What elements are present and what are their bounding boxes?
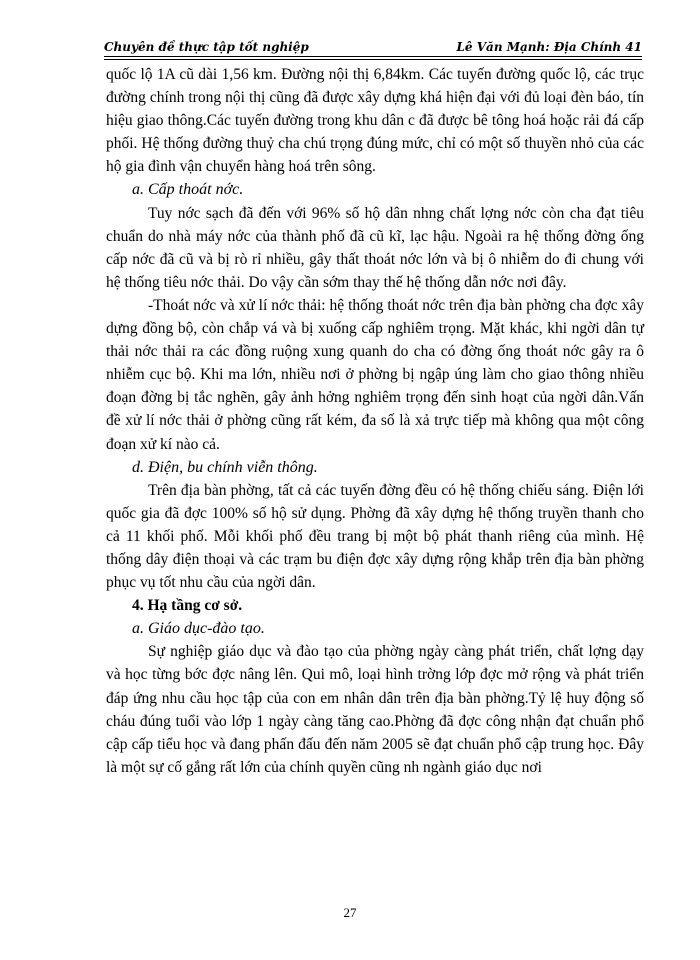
header-author: Lê Văn Mạnh: Địa Chính 41 — [456, 40, 642, 54]
header-rule-thin — [104, 59, 642, 60]
subheading-education: a. Giáo dục-đào tạo. — [132, 620, 265, 638]
body-text — [106, 63, 644, 779]
header-rule — [104, 56, 642, 57]
paragraph-power: Trên địa bàn phờng, tất cả các tuyến đờng đều có hệ thống chiếu sáng. Điện lới quốc gia đã đợc 100% số hộ sử dụng. Phờng đã xây dựng hệ thống truyền thanh cho cả 11 khối phố. Mỗi khối phố đều trang bị một bộ phát thanh riêng của mình. Hệ thống dây điện thoại và các trạm bu điện đợc xây dựng rộng khắp trên địa bàn phờng phục vụ tốt nhu cầu của ngời dân. — [106, 481, 644, 592]
paragraph-roads: quốc lộ 1A cũ dài 1,56 km. Đường nội thị 6,84km. Các tuyến đường quốc lộ, các trục đường chính trong nội thị cũng đã được xây dựng khá hiện đại với đủ loại đèn báo, tín hiệu giao thông.Các tuyến đường trong khu dân c đã được bê tông hoá hoặc rải đá cấp phối. Hệ thống đường thuỷ cha chú trọng đúng mức, chỉ có một số thuyền nhỏ của các hộ gia đình vận chuyển hàng hoá trên sông. — [106, 66, 644, 176]
page-number: 27 — [343, 905, 357, 920]
header-title: Chuyên đề thực tập tốt nghiệp — [104, 40, 309, 54]
subheading-power: d. Điện, bu chính viễn thông. — [132, 458, 318, 476]
paragraph-drainage: -Thoát nớc và xử lí nớc thải: hệ thống thoát nớc trên địa bàn phờng cha đợc xây dựng đồng bộ, còn chắp vá và bị xuống cấp nghiêm trọng. Mặt khác, khi ngời dân tự thải nớc thải ra các đồng ruộng xung quanh do cha có đờng ống thoát nớc gây ra ô nhiễm cục bộ. Khi ma lớn, nhiều nơi ở phờng bị ngập úng làm cho giao thông nhiều đoạn đờng bị tắc nghẽn, gây ảnh hởng nghiêm trọng đến sinh hoạt của ngời dân.Vấn đề xử lí nớc thải ở phờng cũng rất kém, đa số là xả trực tiếp mà không qua một công đoạn xử kí nào cả. — [106, 296, 644, 453]
paragraph-water-supply: Tuy nớc sạch đã đến với 96% số hộ dân nhng chất lợng nớc còn cha đạt tiêu chuẩn do nhà máy nớc của thành phố đã cũ kĩ, lạc hậu. Ngoài ra hệ thống đờng ống cấp nớc đã cũ và bị rò rỉ nhiều, gây thất thoát nớc lớn và bị ô nhiễm do đi chung với hệ thống tiêu nớc thải. Do vậy cần sớm thay thế hệ thống dẫn nớc nơi đây. — [106, 204, 644, 291]
paragraph-education: Sự nghiệp giáo dục và đào tạo của phờng ngày càng phát triển, chất lợng dạy và học từng bớc đợc nâng lên. Qui mô, loại hình trờng lớp đợc mở rộng và phát triển đáp ứng nhu cầu học tập của con em nhân dân trên địa bàn phờng.Tỷ lệ huy động số cháu đúng tuổi vào lớp 1 ngày càng tăng cao.Phờng đã đợc công nhận đạt chuẩn phổ cập cấp tiểu học và đang phấn đấu đến năm 2005 sẽ đạt chuẩn phổ cập trung học. Đây là một sự cố gắng rất lớn của chính quyền cũng nh ngành giáo dục nơi — [106, 643, 644, 776]
subheading-water: a. Cấp thoát nớc. — [132, 181, 244, 199]
heading-infrastructure: 4. Hạ tầng cơ sở. — [132, 597, 243, 615]
